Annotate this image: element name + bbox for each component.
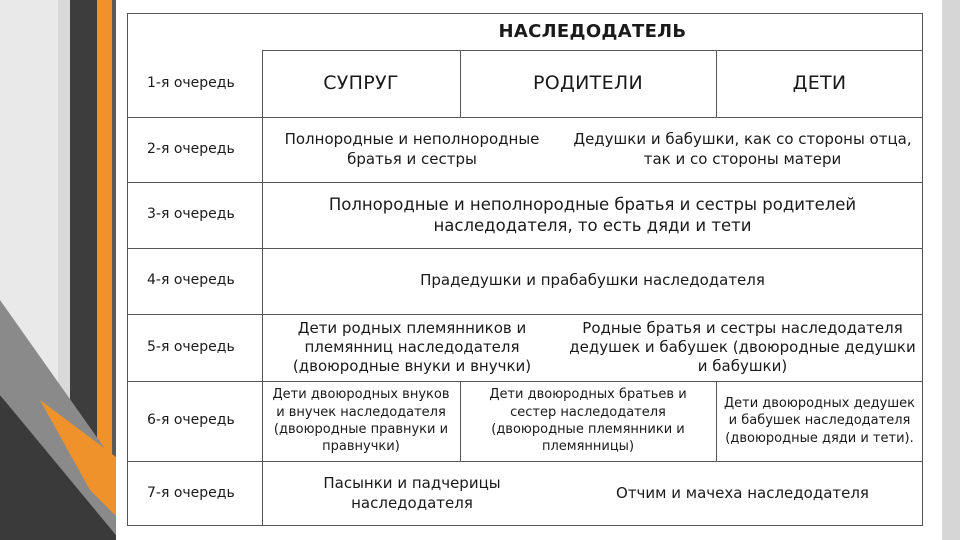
cell-line: дедушек и бабушек (двоюродные дедушки [569, 337, 916, 356]
cell-children: ДЕТИ [792, 72, 847, 95]
row-label-7: 7-я очередь [147, 484, 235, 501]
cell-line: племянницы) [541, 439, 635, 455]
row-label-4: 4-я очередь [147, 272, 235, 289]
cell-line: так и со стороны матери [643, 149, 842, 168]
cell-great-grandparents: Прадедушки и прабабушки наследодателя [420, 271, 765, 290]
cell-line: (двоюродные племянники и [491, 422, 685, 437]
table-title: НАСЛЕДОДАТЕЛЬ [498, 21, 687, 43]
row-label-2: 2-я очередь [147, 140, 235, 157]
cell-line: Дети двоюродных внуков [272, 387, 450, 403]
cell-line: племянниц наследодателя [304, 337, 520, 356]
cell-spouse: СУПРУГ [323, 72, 399, 95]
cell-line: Пасынки и падчерицы [323, 474, 501, 493]
cell-stepparents: Отчим и мачеха наследодателя [616, 483, 869, 502]
cell-stepchildren [262, 461, 562, 526]
cell-line: и бабушки) [697, 357, 788, 376]
decorative-stripes [0, 0, 130, 540]
right-strip [942, 0, 960, 540]
cell-great-uncles [562, 314, 923, 381]
cell-line: Полнородные и неполнородные братья и сестры родителей [328, 194, 857, 214]
cell-siblings [262, 117, 562, 182]
cell-line: и бабушек наследодателя [728, 413, 911, 429]
cell-line: (двоюродные дяди и тети). [725, 430, 914, 446]
cell-line: Дети двоюродных дедушек [723, 396, 916, 412]
cell-line: правнучки) [322, 439, 400, 455]
row-label-5: 5-я очередь [147, 338, 235, 355]
cell-line: и внучек наследодателя [276, 404, 446, 420]
cell-line: Дедушки и бабушки, как со стороны отца, [573, 130, 912, 149]
cell-grandnephews [262, 314, 562, 381]
cell-grandparents [562, 117, 923, 182]
cell-parents: РОДИТЕЛИ [533, 72, 643, 95]
row-label-1: 1-я очередь [147, 74, 235, 91]
cell-line: Родные братья и сестры наследодателя [582, 318, 903, 337]
cell-line: Дети родных племянников и [297, 318, 527, 337]
cell-line: сестер наследодателя [510, 404, 666, 420]
cell-line: наследодателя [351, 493, 473, 512]
cell-cousin-children [460, 381, 716, 461]
cell-cousin-grandchildren [262, 381, 460, 461]
cell-line: братья и сестры [347, 149, 477, 168]
row-label-6: 6-я очередь [147, 412, 235, 429]
cell-line: Полнородные и неполнородные [284, 130, 540, 149]
row-label-3: 3-я очередь [147, 206, 235, 223]
cell-great-uncle-children [716, 381, 923, 461]
cell-line: (двоюродные внуки и внучки) [292, 357, 532, 376]
cell-uncles-aunts [262, 182, 923, 248]
cell-line: Дети двоюродных братьев и [489, 387, 687, 403]
cell-line: наследодателя, то есть дяди и тети [433, 216, 752, 235]
cell-line: (двоюродные правнуки и [273, 422, 449, 437]
